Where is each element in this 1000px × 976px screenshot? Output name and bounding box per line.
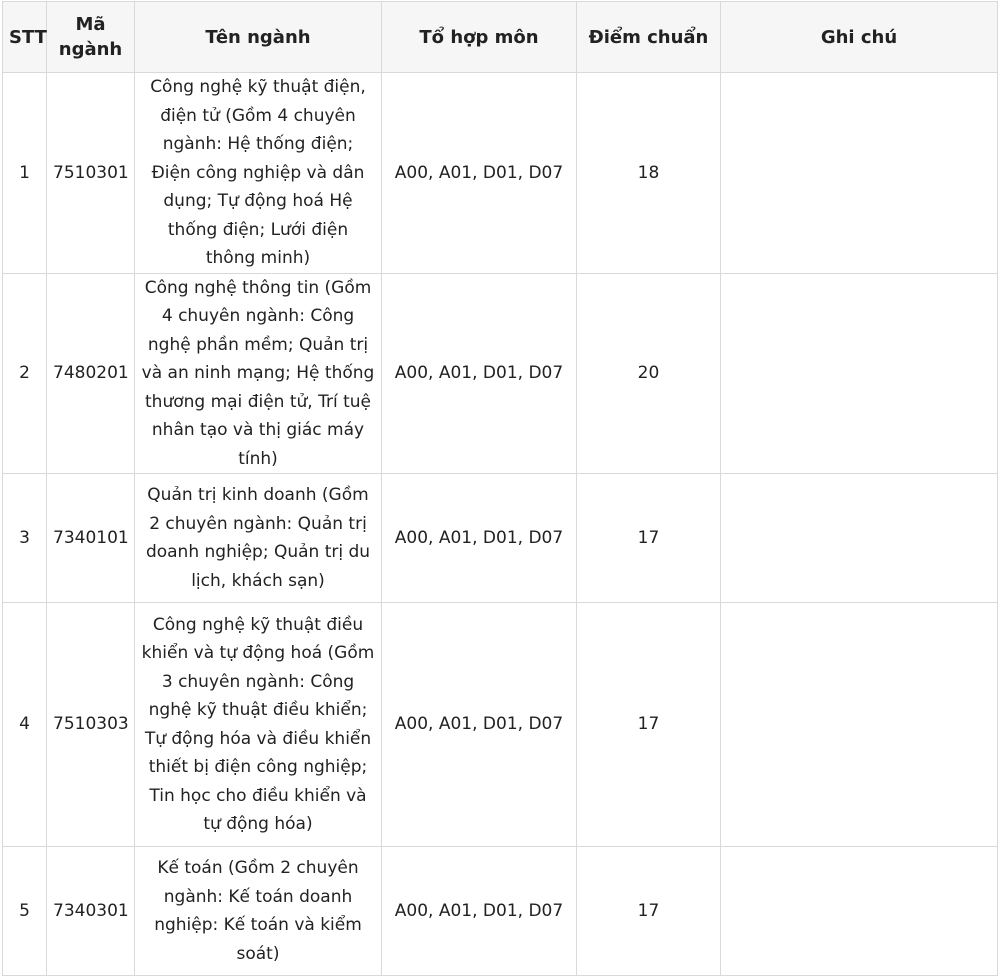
cell-major-name: Công nghệ thông tin (Gồm 4 chuyên ngành: Công nghệ phần mềm; Quản trị và an ninh mạng; Hệ thống thương mại điện tử, Trí tuệ nhân tạo và thị giác máy tính) (135, 273, 382, 474)
cell-note (721, 603, 998, 847)
header-row (3, 2, 998, 73)
cell-note (721, 273, 998, 474)
header-major-name: Tên ngành (135, 2, 382, 73)
header-subject-combination: Tổ hợp môn (382, 2, 577, 73)
cell-major-code: 7340301 (47, 847, 135, 976)
table-row (3, 73, 998, 274)
cell-note (721, 474, 998, 603)
cell-cutoff-score: 17 (577, 847, 721, 976)
admission-scores-table (2, 1, 998, 976)
cell-note (721, 847, 998, 976)
cell-major-code: 7340101 (47, 474, 135, 603)
cell-subject-combination: A00, A01, D01, D07 (382, 603, 577, 847)
cell-major-name: Công nghệ kỹ thuật điện, điện tử (Gồm 4 chuyên ngành: Hệ thống điện; Điện công nghiệp và dân dụng; Tự động hoá Hệ thống điện; Lưới điện thông minh) (135, 73, 382, 274)
cell-major-code: 7480201 (47, 273, 135, 474)
cell-stt: 2 (3, 273, 47, 474)
cell-stt: 4 (3, 603, 47, 847)
cell-stt: 3 (3, 474, 47, 603)
header-stt: STT (3, 2, 47, 73)
table-header (3, 2, 998, 73)
cell-stt: 1 (3, 73, 47, 274)
cell-cutoff-score: 17 (577, 603, 721, 847)
cell-note (721, 73, 998, 274)
table-row (3, 273, 998, 474)
table-row (3, 847, 998, 976)
cell-major-name: Quản trị kinh doanh (Gồm 2 chuyên ngành: Quản trị doanh nghiệp; Quản trị du lịch, khách sạn) (135, 474, 382, 603)
cell-cutoff-score: 17 (577, 474, 721, 603)
cell-cutoff-score: 20 (577, 273, 721, 474)
cell-subject-combination: A00, A01, D01, D07 (382, 273, 577, 474)
cell-cutoff-score: 18 (577, 73, 721, 274)
table-row (3, 603, 998, 847)
cell-major-name: Kế toán (Gồm 2 chuyên ngành: Kế toán doanh nghiệp: Kế toán và kiểm soát) (135, 847, 382, 976)
header-note: Ghi chú (721, 2, 998, 73)
cell-subject-combination: A00, A01, D01, D07 (382, 474, 577, 603)
cell-subject-combination: A00, A01, D01, D07 (382, 73, 577, 274)
cell-major-name: Công nghệ kỹ thuật điều khiển và tự động hoá (Gồm 3 chuyên ngành: Công nghệ kỹ thuật điều khiển; Tự động hóa và điều khiển thiết bị điện công nghiệp; Tin học cho điều khiển và tự động hóa) (135, 603, 382, 847)
cell-subject-combination: A00, A01, D01, D07 (382, 847, 577, 976)
cell-major-code: 7510303 (47, 603, 135, 847)
header-major-code: Mã ngành (47, 2, 135, 73)
header-cutoff-score: Điểm chuẩn (577, 2, 721, 73)
table-row (3, 474, 998, 603)
table-body (3, 73, 998, 976)
cell-stt: 5 (3, 847, 47, 976)
cell-major-code: 7510301 (47, 73, 135, 274)
